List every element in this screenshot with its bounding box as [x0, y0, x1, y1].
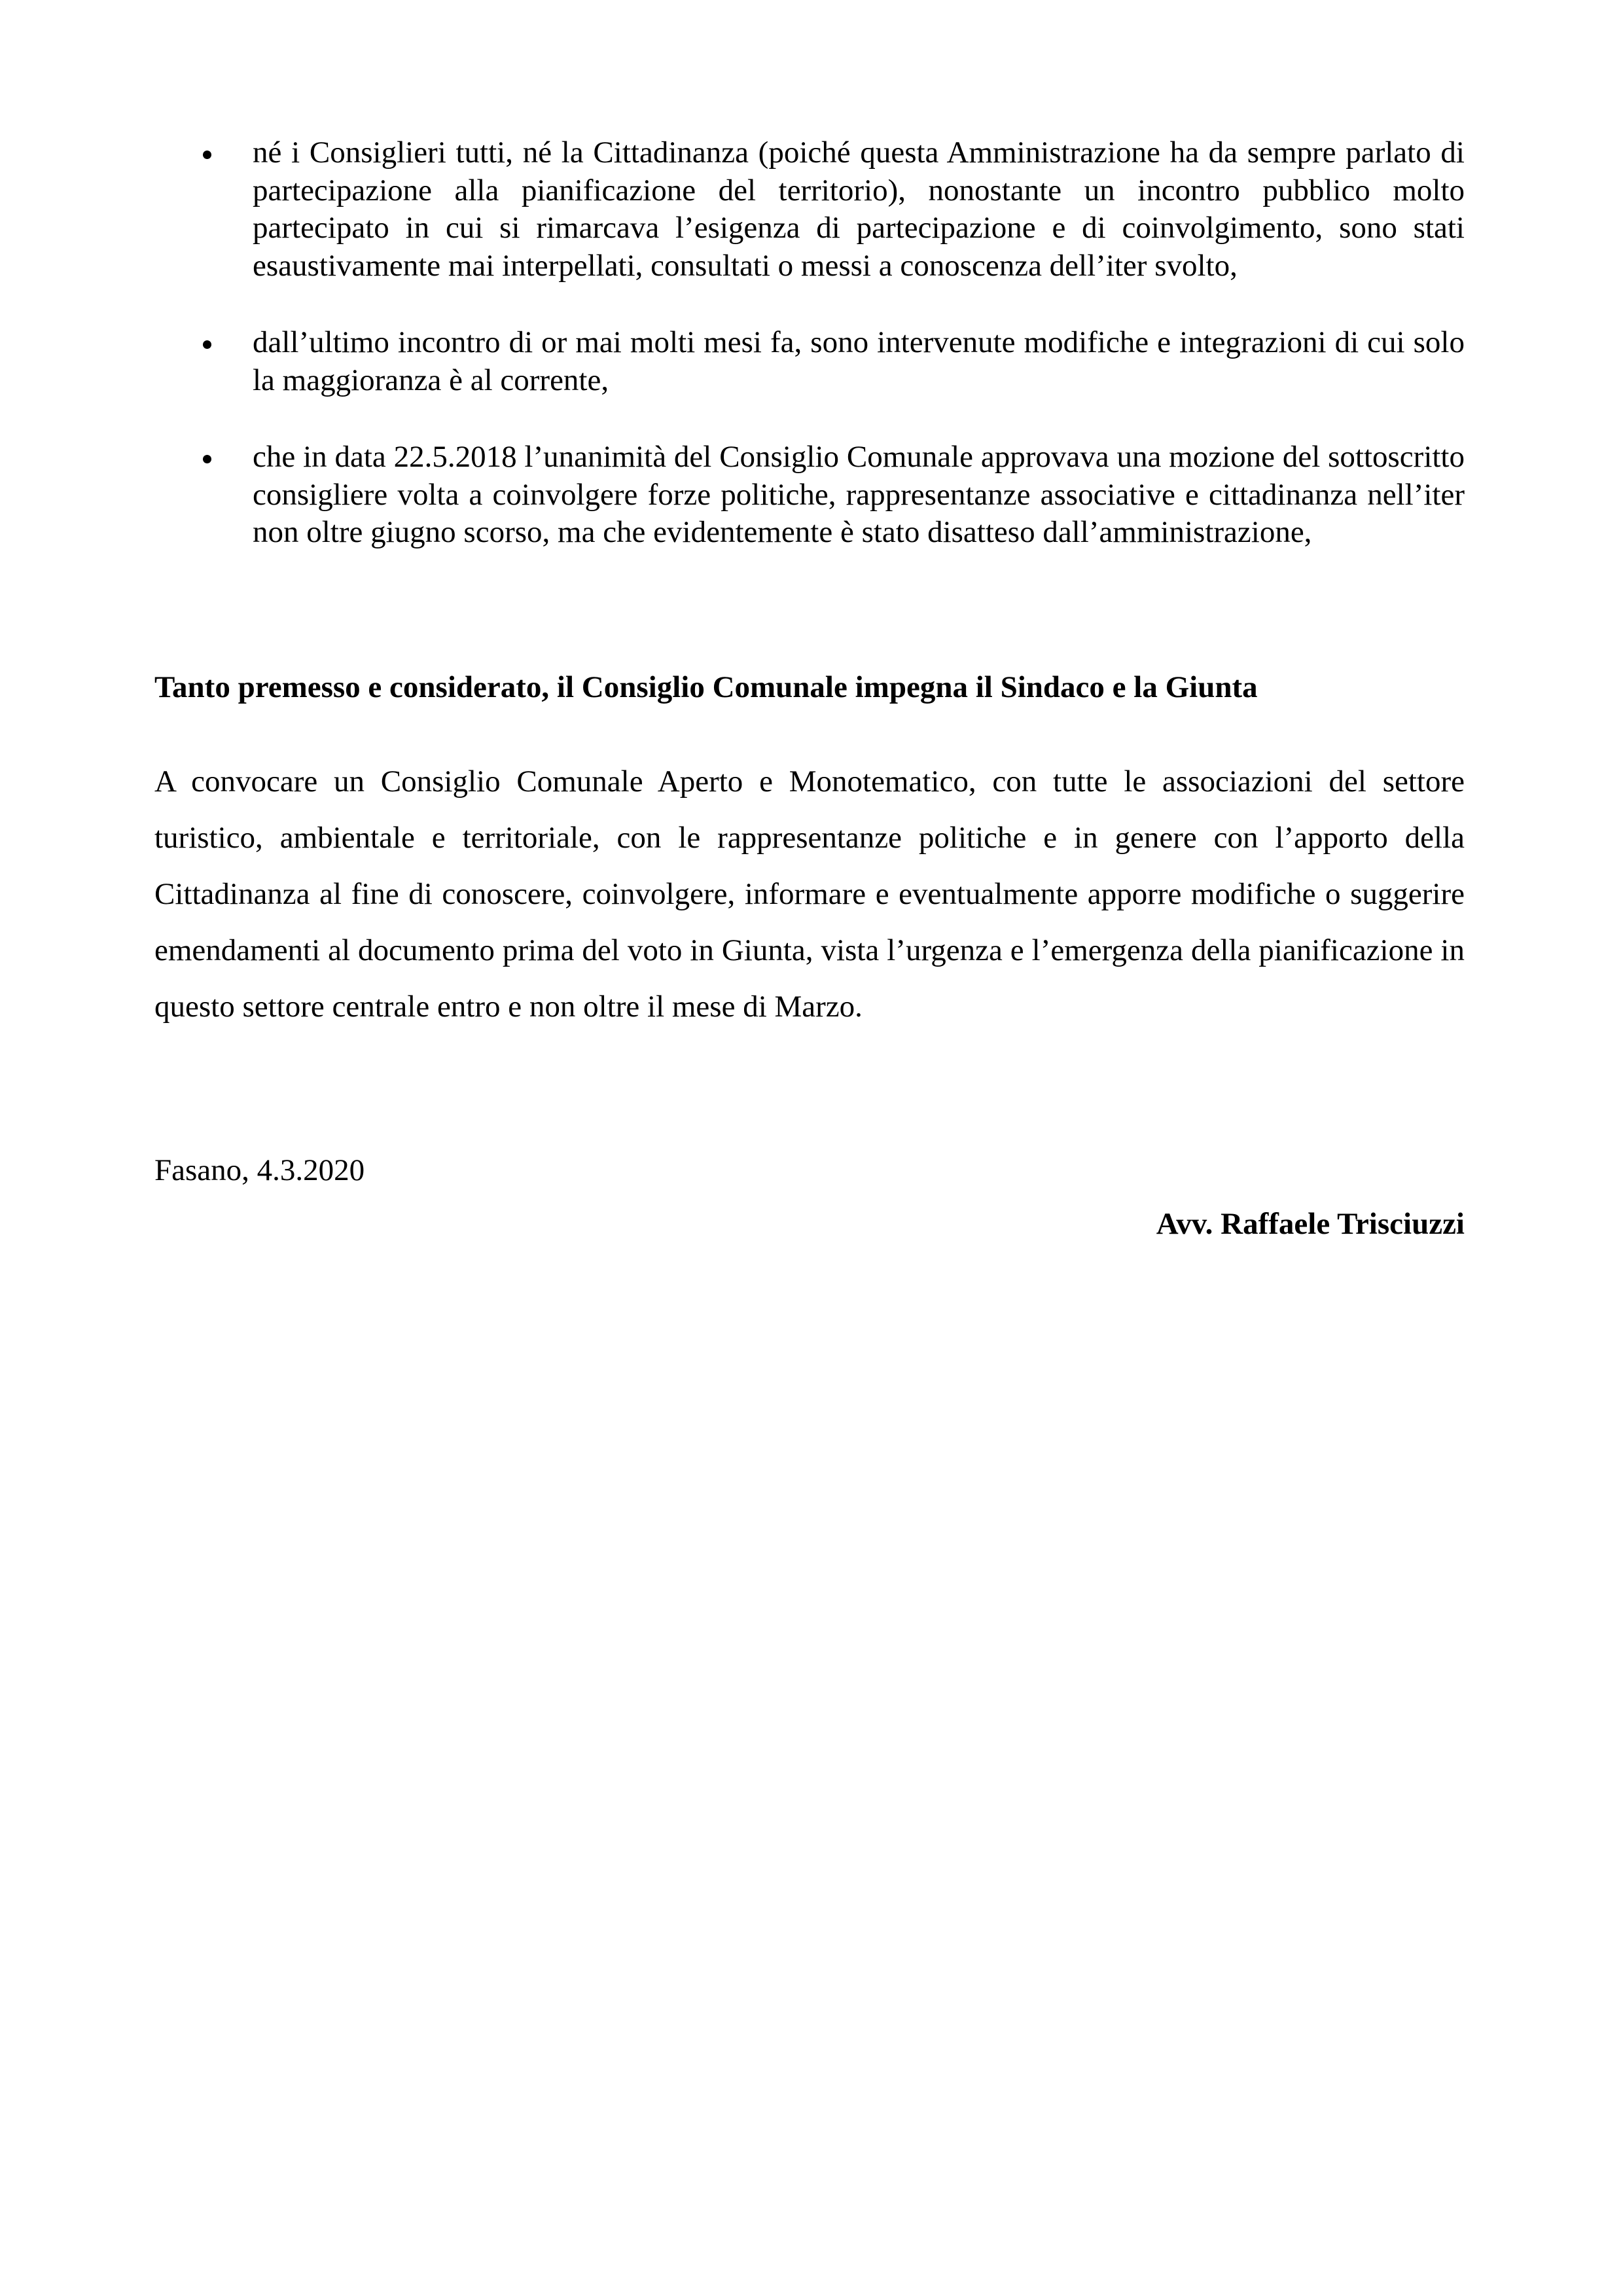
resolution-body: A convocare un Consiglio Comunale Aperto e Monotematico, con tutte le associazioni del settore turistico, ambientale e territoriale, con le rappresentanze politiche e in genere con l’apporto della Cittadinanza al fine di conoscere, coinvolgere, informare e eventualmente apporre modifiche o suggerire emendamenti al documento prima del voto in Giunta, vista l’urgenza e l’emergenza della pianificazione in questo settore centrale entro e non oltre il mese di Marzo.	[154, 764, 1465, 1024]
resolution-heading: Tanto premesso e considerato, il Consiglio Comunale impegna il Sindaco e la Giunta	[154, 670, 1258, 704]
bullet-icon	[203, 455, 211, 463]
signature-name: Avv. Raffaele Trisciuzzi	[1156, 1207, 1465, 1241]
premise-bullet-item	[196, 324, 1465, 399]
bullet-icon	[203, 340, 211, 349]
place-date: Fasano, 4.3.2020	[154, 1153, 365, 1187]
bullet-icon	[203, 151, 211, 159]
premise-bullet-text: né i Consiglieri tutti, né la Cittadinanza (poiché questa Amministrazione ha da sempre parlato di partecipazione alla pianificazione del territorio), nonostante un incontro pubblico molto partecipato in cui si rimarcava l’esigenza di partecipazione e di coinvolgimento, sono stati esaustivamente mai interpellati, consultati o messi a conoscenza dell’iter svolto,	[253, 135, 1465, 283]
premise-bullet-list	[196, 134, 1465, 552]
premise-bullet-text: che in data 22.5.2018 l’unanimità del Consiglio Comunale approvava una mozione del sottoscritto consigliere volta a coinvolgere forze politiche, rappresentanze associative e cittadinanza nell’iter non oltre giugno scorso, ma che evidentemente è stato disatteso dall’amministrazione,	[253, 440, 1465, 549]
premise-bullet-item	[196, 134, 1465, 285]
premise-bullet-text: dall’ultimo incontro di or mai molti mesi fa, sono intervenute modifiche e integrazioni di cui solo la maggioranza è al corrente,	[253, 325, 1465, 397]
premise-bullet-item	[196, 439, 1465, 552]
